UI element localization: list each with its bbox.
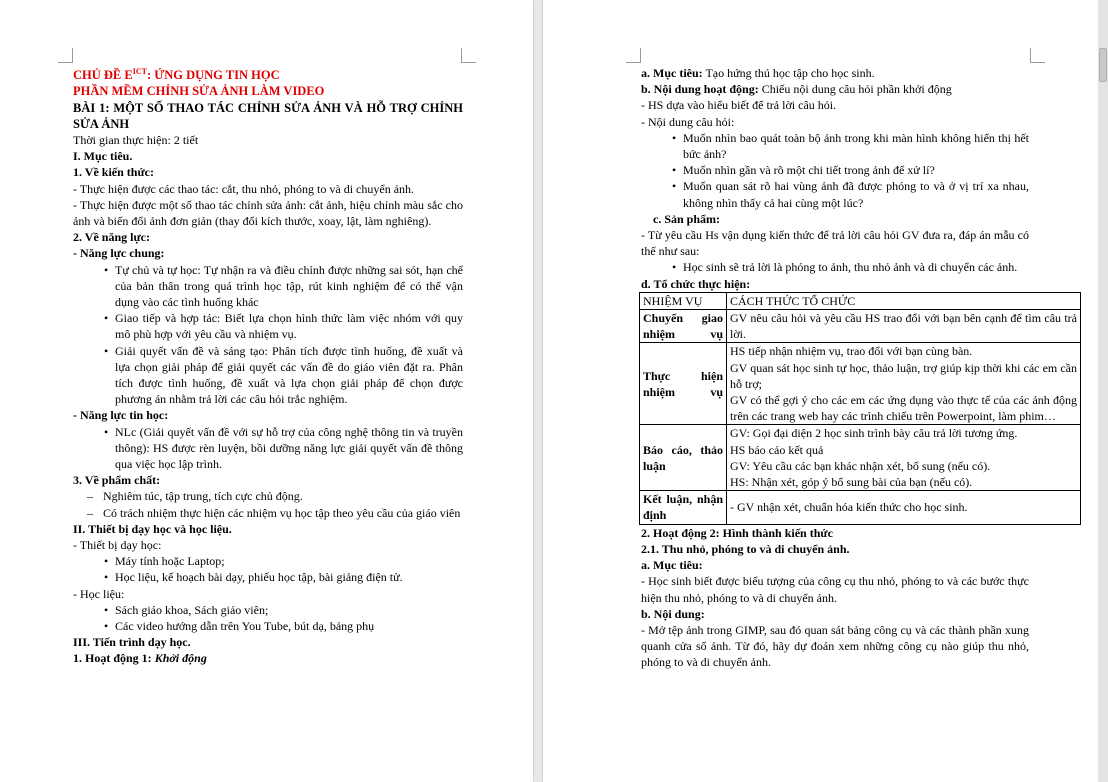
- subsection-heading: 1. Về kiến thức:: [73, 165, 154, 180]
- competency-heading: - Năng lực chung:: [73, 246, 165, 261]
- list-item: • Muốn nhìn bao quát toàn bộ ảnh trong khi màn hình không hiển thị hết bức ảnh?: [641, 130, 1029, 162]
- list-item: • Học sinh sẽ trả lời là phóng to ảnh, thu nhỏ ảnh và di chuyển các ảnh.: [641, 259, 1029, 275]
- task-cell: Kết luận, nhận định: [640, 491, 727, 524]
- table-row: [640, 491, 1081, 524]
- organize-heading: d. Tổ chức thực hiện:: [641, 276, 751, 291]
- table-header-cell: NHIỆM VỤ: [640, 292, 727, 309]
- knowledge-item: - Thực hiện được một số thao tác chỉnh sửa ảnh: cắt ảnh, hiệu chỉnh màu sắc cho ảnh và biến đổi ảnh đơn giản (thay đổi kích thước, xoay, lật, làm nghiêng).: [73, 197, 463, 228]
- method-cell: [727, 491, 1081, 524]
- objective-heading: a. Mục tiêu:: [641, 558, 703, 573]
- margin-corner-mark: [1030, 48, 1045, 63]
- equipment-list: [73, 553, 463, 585]
- content-line: b. Nội dung hoạt động: Chiếu nội dung câu hỏi phần khởi động: [641, 82, 952, 97]
- section-heading: III. Tiến trình dạy học.: [73, 635, 191, 650]
- list-item: – Nghiêm túc, tập trung, tích cực chủ động.: [73, 488, 463, 504]
- table-header-row: [640, 292, 1081, 309]
- table-row: [640, 310, 1081, 343]
- table-header-cell: CÁCH THỨC TỔ CHỨC: [727, 292, 1081, 309]
- table-row: [640, 425, 1081, 491]
- activity-heading: 1. Hoạt động 1: Khởi động: [73, 651, 207, 666]
- subsection-heading: 2. Về năng lực:: [73, 230, 150, 245]
- objective-text: - Học sinh biết được biểu tượng của công cụ thu nhỏ, phóng to và các bước thực hiện thu nhỏ, phóng to và di chuyển ảnh.: [641, 574, 1029, 605]
- list-item: • Sách giáo khoa, Sách giáo viên;: [73, 602, 463, 618]
- section-heading: I. Mục tiêu.: [73, 149, 133, 164]
- product-heading: c. Sản phẩm:: [653, 211, 721, 226]
- list-item: • Tự chủ và tự học: Tự nhận ra và điều chỉnh được những sai sót, hạn chế của bản thân trong quá trình học tập, rút kinh nghiệm để có thể vận dụng vào các tình huống khác: [73, 262, 463, 311]
- task-cell: Thực hiện nhiệm vụ: [640, 343, 727, 425]
- method-line: GV nêu câu hỏi và yêu cầu HS trao đổi với bạn bên cạnh để tìm câu trả lời.: [730, 311, 1077, 342]
- general-competency-list: [73, 262, 463, 408]
- method-line: HS tiếp nhận nhiệm vụ, trao đổi với bạn cùng bàn.: [730, 344, 973, 359]
- lesson-time: Thời gian thực hiện: 2 tiết: [73, 132, 199, 147]
- method-line: HS báo cáo kết quả: [730, 442, 824, 457]
- material-heading: - Học liệu:: [73, 586, 125, 601]
- content-heading: b. Nội dung:: [641, 606, 705, 621]
- organization-table: [639, 292, 1081, 525]
- list-item: • Các video hướng dẫn trên You Tube, bút dạ, bảng phụ: [73, 618, 463, 634]
- quality-list: [73, 488, 463, 520]
- margin-corner-mark: [461, 48, 476, 63]
- method-cell: [727, 425, 1081, 491]
- method-cell: [727, 343, 1081, 425]
- document-page-left: [0, 0, 533, 782]
- list-item: – Có trách nhiệm thực hiện các nhiệm vụ học tập theo yêu cầu của giáo viên: [73, 505, 463, 521]
- list-item: • NLc (Giải quyết vấn đề với sự hỗ trợ của công nghệ thông tin và truyền thông): HS được rèn luyện, bồi dưỡng năng lực giải quyết vấn đề thông qua việc học lập trình.: [73, 424, 463, 473]
- material-list: [73, 602, 463, 634]
- product-text: - Từ yêu cầu Hs vận dụng kiến thức để trả lời câu hỏi GV đưa ra, đáp án mẫu có thể như sau:: [641, 228, 1029, 259]
- answer-list: [641, 259, 1029, 275]
- list-item: • Học liệu, kế hoạch bài dạy, phiếu học tập, bài giảng điện tử.: [73, 569, 463, 585]
- section-heading: II. Thiết bị dạy học và học liệu.: [73, 521, 232, 536]
- left-page-text[interactable]: [73, 64, 463, 667]
- list-item: • Muốn nhìn gần và rõ một chi tiết trong ảnh để xử lí?: [641, 162, 1029, 178]
- question-list: [641, 130, 1029, 211]
- method-line: GV: Yêu cầu các bạn khác nhận xét, bổ sung (nếu có).: [730, 458, 991, 473]
- list-item: • Máy tính hoặc Laptop;: [73, 553, 463, 569]
- table-row: [640, 343, 1081, 425]
- task-cell: Chuyển giao nhiệm vụ: [640, 310, 727, 343]
- scrollbar-thumb[interactable]: [1099, 48, 1107, 82]
- software-title: PHẦN MỀM CHỈNH SỬA ẢNH LÀM VIDEO: [73, 84, 325, 99]
- method-line: HS: Nhận xét, góp ý bổ sung bài của bạn (nếu có).: [730, 475, 973, 490]
- subsection-heading: 3. Về phẩm chất:: [73, 473, 161, 488]
- method-cell: [727, 310, 1081, 343]
- margin-corner-mark: [626, 48, 641, 63]
- knowledge-item: - Thực hiện được các thao tác: cắt, thu nhỏ, phóng to và di chuyển ảnh.: [73, 181, 415, 196]
- activity-heading: 2. Hoạt động 2: Hình thành kiến thức: [641, 525, 833, 540]
- list-item: • Giải quyết vấn đề và sáng tạo: Phân tích được tình huống, đề xuất và lựa chọn giải pháp để giải quyết các vấn đề do giáo viên đặt ra. Phân tích được tình huống, đề xuất và lựa chọn giải pháp để chọn được phương án nhằm trả lời các câu hỏi trắc nghiệm.: [73, 343, 463, 408]
- list-item: • Muốn quan sát rõ hai vùng ảnh đã được phóng to và ở vị trí xa nhau, không nhìn thấy cả hai cùng một lúc?: [641, 178, 1029, 210]
- content-text: - Mở tệp ảnh trong GIMP, sau đó quan sát bảng công cụ và các thành phần xung quanh cửa sổ ảnh. Từ đó, hãy dự đoán xem những công cụ nào giúp thu nhỏ, phóng to và di chuyển ảnh.: [641, 622, 1029, 670]
- equipment-heading: - Thiết bị dạy học:: [73, 538, 162, 553]
- competency-heading: - Năng lực tin học:: [73, 408, 169, 423]
- it-competency-list: [73, 424, 463, 473]
- method-line: GV quan sát học sinh tự học, thảo luận, trợ giúp kịp thời khi các em cần hỗ trợ;: [730, 360, 1077, 391]
- topic-title: CHỦ ĐỀ $E^{ICT}$: ỨNG DỤNG TIN HỌC: [73, 67, 280, 83]
- method-line: GV có thể gợi ý cho các em các ứng dụng vào thực tế của các ảnh động trên các trang web hay các trình chiếu trên Powerpoint, làm phim…: [730, 393, 1077, 424]
- margin-corner-mark: [58, 48, 73, 63]
- document-page-right: [543, 0, 1098, 782]
- subsection-heading: 2.1. Thu nhỏ, phóng to và di chuyển ảnh.: [641, 541, 850, 556]
- method-line: GV: Gọi đại diện 2 học sinh trình bày câu trả lời tương ứng.: [730, 426, 1018, 441]
- vertical-scrollbar[interactable]: [1098, 0, 1108, 782]
- lesson-title: BÀI 1: MỘT SỐ THAO TÁC CHỈNH SỬA ẢNH VÀ HỖ TRỢ CHỈNH SỬA ẢNH: [73, 100, 463, 131]
- content-detail: - Nội dung câu hỏi:: [641, 114, 735, 129]
- content-detail: - HS dựa vào hiểu biết để trả lời câu hỏi.: [641, 98, 837, 113]
- right-page-text[interactable]: [641, 65, 1077, 671]
- objective-line: a. Mục tiêu: Tạo hứng thú học tập cho học sinh.: [641, 66, 875, 80]
- task-cell: Báo cáo, thảo luận: [640, 425, 727, 491]
- list-item: • Giao tiếp và hợp tác: Biết lựa chọn hình thức làm việc nhóm với quy mô phù hợp với yêu cầu và nhiệm vụ.: [73, 310, 463, 342]
- method-line: - GV nhận xét, chuẩn hóa kiến thức cho học sinh.: [730, 500, 968, 515]
